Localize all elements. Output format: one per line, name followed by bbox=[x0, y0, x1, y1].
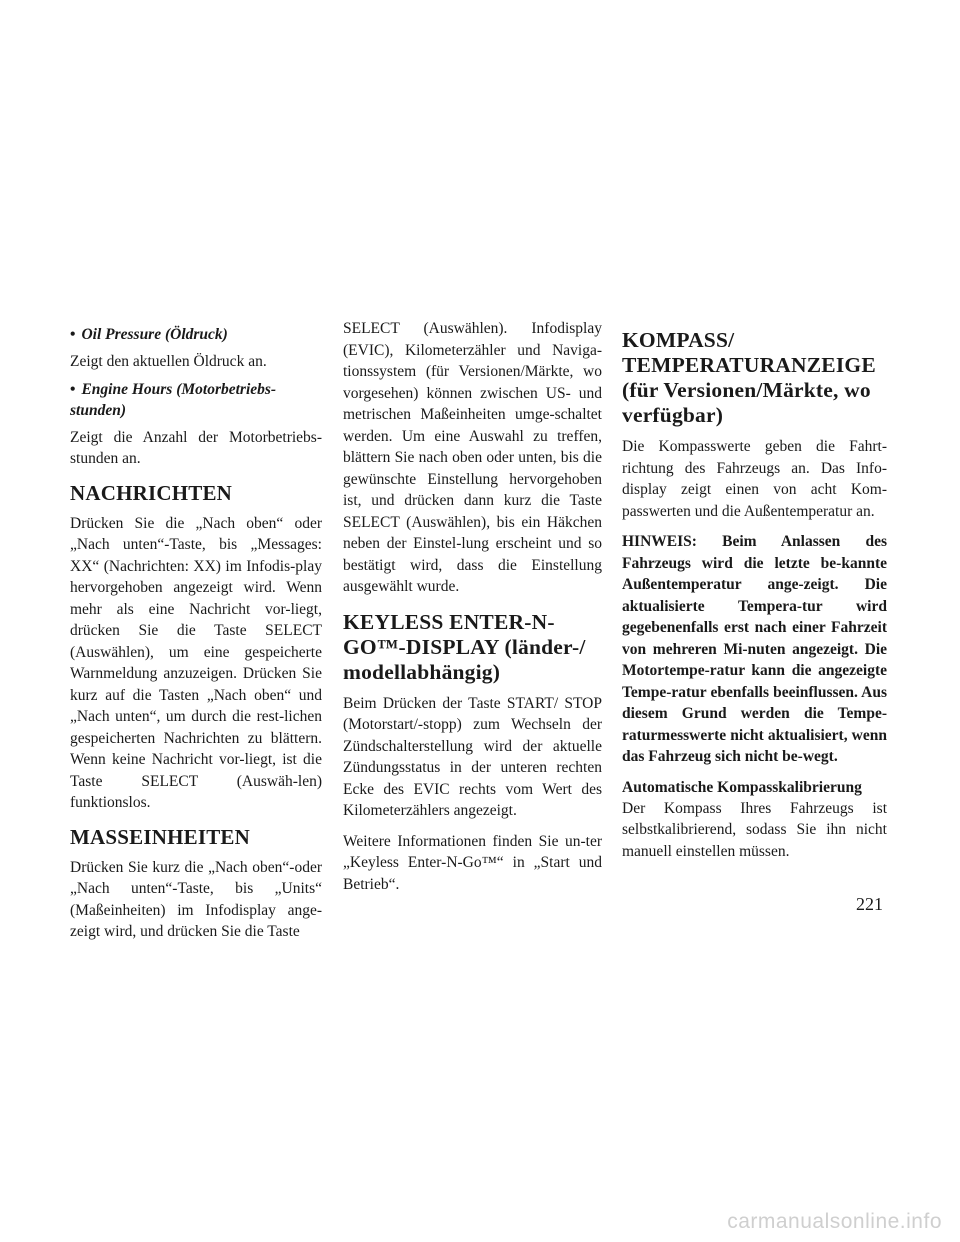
section-heading-keyless: KEYLESS ENTER-N-GO™-DISPLAY (länder-/ modellabhängig) bbox=[343, 609, 586, 684]
paragraph: Drücken Sie die „Nach oben“ oder „Nach unten“-Taste, bis „Messages: XX“ (Nachrichten: XX) im Infodis-play hervorgehoben angezeigt wird. Wenn mehr als eine Nachricht vor-liegt, drücken Sie die Taste SELECT (Auswählen), um eine gespeicherte Warnmeldung anzuzeigen. Drücken Sie kurz auf die Tasten „Nach oben“ und „Nach unten“, um durch die rest-lichen gespeicherten Nachrichten zu blättern. Wenn keine Nachricht vor-liegt, ist die Taste SELECT (Auswäh-len) funktionslos. bbox=[70, 514, 322, 811]
column-left bbox=[70, 318, 322, 943]
watermark: carmanualsonline.info bbox=[727, 1210, 942, 1233]
paragraph: Der Kompass Ihres Fahrzeugs ist selbstkalibrierend, sodass Sie ihn nicht manuell einstellen müssen. bbox=[622, 799, 887, 860]
page-number: 221 bbox=[856, 894, 883, 914]
bullet-oil-pressure bbox=[70, 324, 322, 345]
bullet-dot: • bbox=[70, 326, 76, 343]
bullet-engine-hours bbox=[70, 379, 322, 421]
bullet-dot: • bbox=[70, 380, 76, 398]
paragraph: Beim Drücken der Taste START/ STOP (Motorstart/-stopp) zum Wechseln der Zündschalterstellung wird der aktuelle Zündungsstatus in der unteren rechten Ecke des EVIC rechts vom Wert des Kilometerzählers angezeigt. bbox=[343, 694, 602, 819]
subheading-kalibrierung: Automatische Kompasskalibrierung bbox=[622, 778, 862, 796]
paragraph: Zeigt die Anzahl der Motorbetriebs-stunden an. bbox=[70, 428, 322, 467]
note-hinweis: HINWEIS: Beim Anlassen des Fahrzeugs wird die letzte be-kannte Außentemperatur ange-zeigt. Die aktualisierte Tempera-tur wird gegebenenfalls erst nach einer Fahrzeit von mehreren Mi-nuten angezeigt. Die Motortempe-ratur kann die angezeigte Tempe-ratur ebenfalls beeinflussen. Aus diesem Grund werden die Tempe-raturmesswerte nicht aktualisiert, wenn das Fahrzeug sich nicht be-wegt. bbox=[622, 533, 887, 765]
section-heading-kompass: KOMPASS/ TEMPERATURANZEIGE (für Versionen/Märkte, wo verfügbar) bbox=[622, 328, 876, 427]
paragraph: Zeigt den aktuellen Öldruck an. bbox=[70, 353, 267, 370]
bullet-text: Oil Pressure (Öldruck) bbox=[81, 326, 228, 343]
column-right bbox=[622, 328, 887, 862]
paragraph: Die Kompasswerte geben die Fahrt-richtung des Fahrzeugs an. Das Info-display zeigt einen von acht Kom-passwerten und die Außentemperatur an. bbox=[622, 438, 887, 520]
section-heading-nachrichten: NACHRICHTEN bbox=[70, 480, 233, 505]
paragraph: Weitere Informationen finden Sie un-ter „Keyless Enter-N-Go™“ in „Start und Betrieb“. bbox=[343, 832, 602, 893]
section-heading-masseinheiten: MASSEINHEITEN bbox=[70, 824, 250, 849]
paragraph: SELECT (Auswählen). Infodisplay (EVIC), Kilometerzähler und Naviga-tionssystem (für Versionen/Märkte, wo vorgesehen) können zwischen US- und metrischen Maßeinheiten umge-schaltet werden. Um eine Auswahl zu treffen, blättern Sie nach oben oder unten, bis die gewünschte Einstellung hervorgehoben ist, und drücken dann kurz die Taste SELECT (Auswählen), bis ein Häkchen neben der Einstel-lung erscheint und so bestätigt wird, dass die Einstellung ausgewählt wurde. bbox=[343, 320, 602, 595]
bullet-text: Engine Hours (Motorbetriebs-stunden) bbox=[70, 380, 277, 419]
paragraph: Drücken Sie kurz die „Nach oben“-oder „Nach unten“-Taste, bis „Units“ (Maßeinheiten) im Infodisplay ange-zeigt wird, und drücken Sie die Taste bbox=[70, 858, 322, 940]
column-middle bbox=[343, 318, 602, 895]
